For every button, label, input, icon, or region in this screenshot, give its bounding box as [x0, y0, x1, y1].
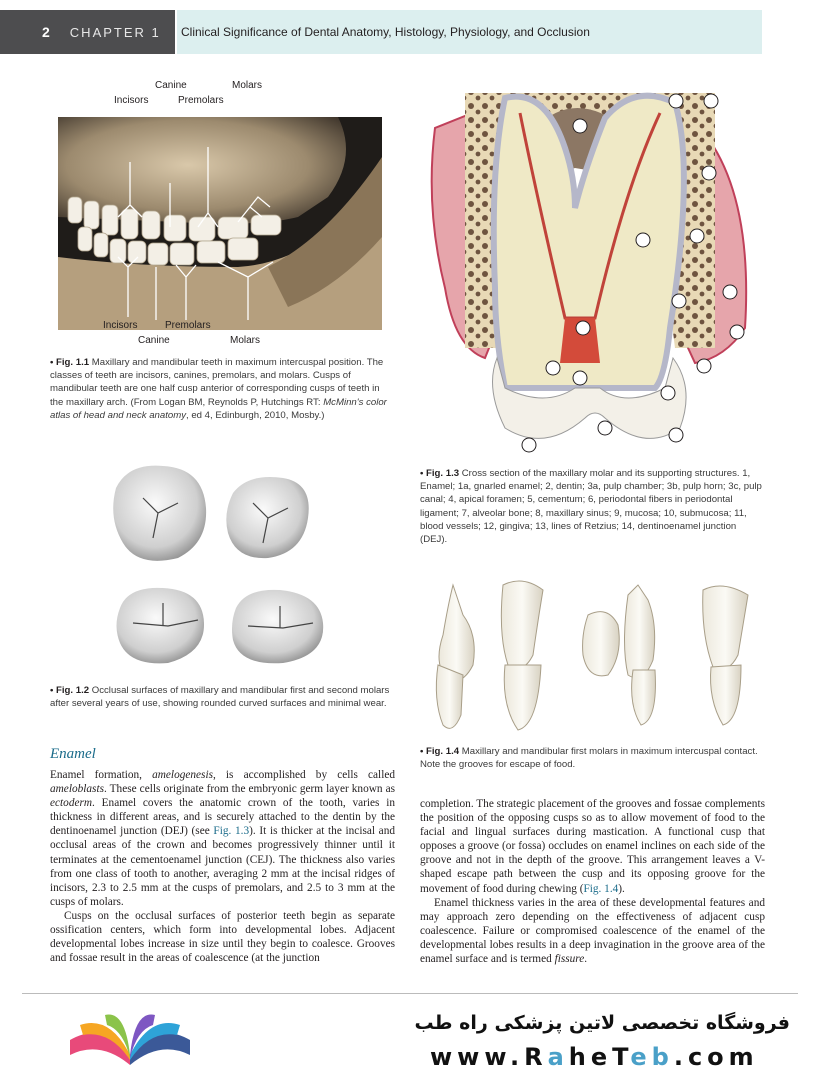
body-right-column — [420, 797, 765, 966]
fig-1-1-label-premolars-bottom: Premolars — [165, 320, 211, 331]
footer-persian-text: فروشگاه تخصصی لاتین پزشکی راه طب — [414, 1012, 790, 1034]
fig-1-1-label-molars-bottom: Molars — [230, 335, 261, 346]
fig-1-2-caption: • Fig. 1.2 Occlusal surfaces of maxillary and mandibular first and second molars after several years of use, showing rounded curved surfaces and minimal wear. — [50, 685, 390, 710]
book-logo-icon — [65, 1010, 195, 1070]
fig-1-4-caption-num: • Fig. 1.4 — [420, 746, 460, 757]
fig-1-1-label-canine-bottom: Canine — [138, 335, 170, 346]
fig-1-2-image — [108, 458, 340, 676]
fig-1-3-caption: • Fig. 1.3 Cross section of the maxillary molar and its supporting structures. 1, Enamel; 1a, gnarled enamel; 2, dentin; 3a, pulp chamber; 3b, pulp horn; 3c, pulp canal; 4, apical foramen; 5, cementum; 6, periodontal fibers in periodontal ligament; 7, alveolar bone; 8, maxillary sinus; 9, mucosa; 10, submucosa; 11, blood vessels; 12, gingiva; 13, lines of Retzius; 14, dentinoenamel junction (DEJ). — [420, 468, 762, 546]
footer-url[interactable]: www.RaheTeb.com — [430, 1043, 759, 1071]
fig-1-1-label-canine-top: Canine — [155, 80, 187, 91]
fig-1-1-label-molars-top: Molars — [232, 80, 263, 91]
fig-1-3-image — [425, 88, 760, 458]
fig-1-1-label-incisors-top: Incisors — [114, 95, 149, 106]
fig-1-2-caption-num: • Fig. 1.2 — [50, 685, 90, 696]
fig-1-4-image — [423, 575, 763, 737]
page-header-left — [0, 10, 175, 54]
paragraph: Cusps on the occlusal surfaces of posterior teeth begin as separate ossification centers, which form into developmental lobes. Adjacent developmental lobes increase in size until they begin to coalesce. Grooves and fossae result in the areas of coalescence (at the junction — [50, 909, 395, 965]
fig-1-3-link[interactable]: Fig. 1.3 — [213, 825, 250, 838]
paragraph: completion. The strategic placement of the grooves and fossae complements the position of the opposing cusps so as to allow movement of food to the facial and lingual surfaces during mastication. A functional cusp that opposes a groove (or fossa) occludes on enamel inclines on each side of the groove and not in the depth of the groove. This arrangement leaves a V-shaped escape path between the cusp and its opposing groove for the movement of food during chewing (Fig. 1.4). — [420, 798, 765, 895]
chapter-title: Clinical Significance of Dental Anatomy, Histology, Physiology, and Occlusion — [177, 10, 762, 54]
section-heading-enamel: Enamel — [50, 746, 96, 762]
paragraph: Enamel thickness varies in the area of these developmental features and may approach zero depending on the effectiveness of adjacent cusp coalescence. Failure or compromised coalescence of the enamel of the developmental lobes results in a deep invagination in the groove area of the enamel surface and is termed fissure. — [420, 896, 765, 966]
fig-1-1-label-incisors-bottom: Incisors — [103, 320, 138, 331]
fig-1-1-image — [58, 117, 382, 330]
fig-1-1-caption: • Fig. 1.1 Maxillary and mandibular teeth in maximum intercuspal position. The classes of teeth are incisors, canines, premolars, and molars. Cusps of mandibular teeth are one half cusp anterior of corresponding cusps of teeth in the maxillary arch. (From Logan BM, Reynolds P, Hutchings RT: McMinn's color atlas of head and neck anatomy, ed 4, Edinburgh, 2010, Mosby.) — [50, 357, 387, 421]
fig-1-3-caption-num: • Fig. 1.3 — [420, 468, 460, 479]
page-number: 2 — [42, 24, 50, 40]
fig-1-4-link[interactable]: Fig. 1.4 — [583, 882, 619, 895]
footer-divider — [22, 993, 798, 994]
body-left-column — [50, 768, 395, 965]
chapter-label: CHAPTER 1 — [69, 24, 161, 40]
paragraph: Enamel formation, amelogenesis, is accomplished by cells called ameloblasts. These cells originate from the embryonic germ layer known as ectoderm. Enamel covers the anatomic crown of the tooth, varies in thickness in different areas, and is securely attached to the dentin by the dentinoenamel junction (DEJ) (see Fig. 1.3). It is thicker at the incisal and occlusal areas of the crown and becomes progressively thinner until it terminates at the cementoenamel junction (CEJ). The thickness also varies from one class of tooth to another, averaging 2 mm at the incisal ridges of incisors, 2.3 to 2.5 mm at the cusps of premolars, and 2.5 to 3 mm at the cusps of molars. — [50, 769, 395, 908]
fig-1-1-label-premolars-top: Premolars — [178, 95, 224, 106]
fig-1-1-caption-num: • Fig. 1.1 — [50, 357, 90, 368]
fig-1-4-caption: • Fig. 1.4 Maxillary and mandibular first molars in maximum intercuspal contact. Note the grooves for escape of food. — [420, 746, 758, 771]
